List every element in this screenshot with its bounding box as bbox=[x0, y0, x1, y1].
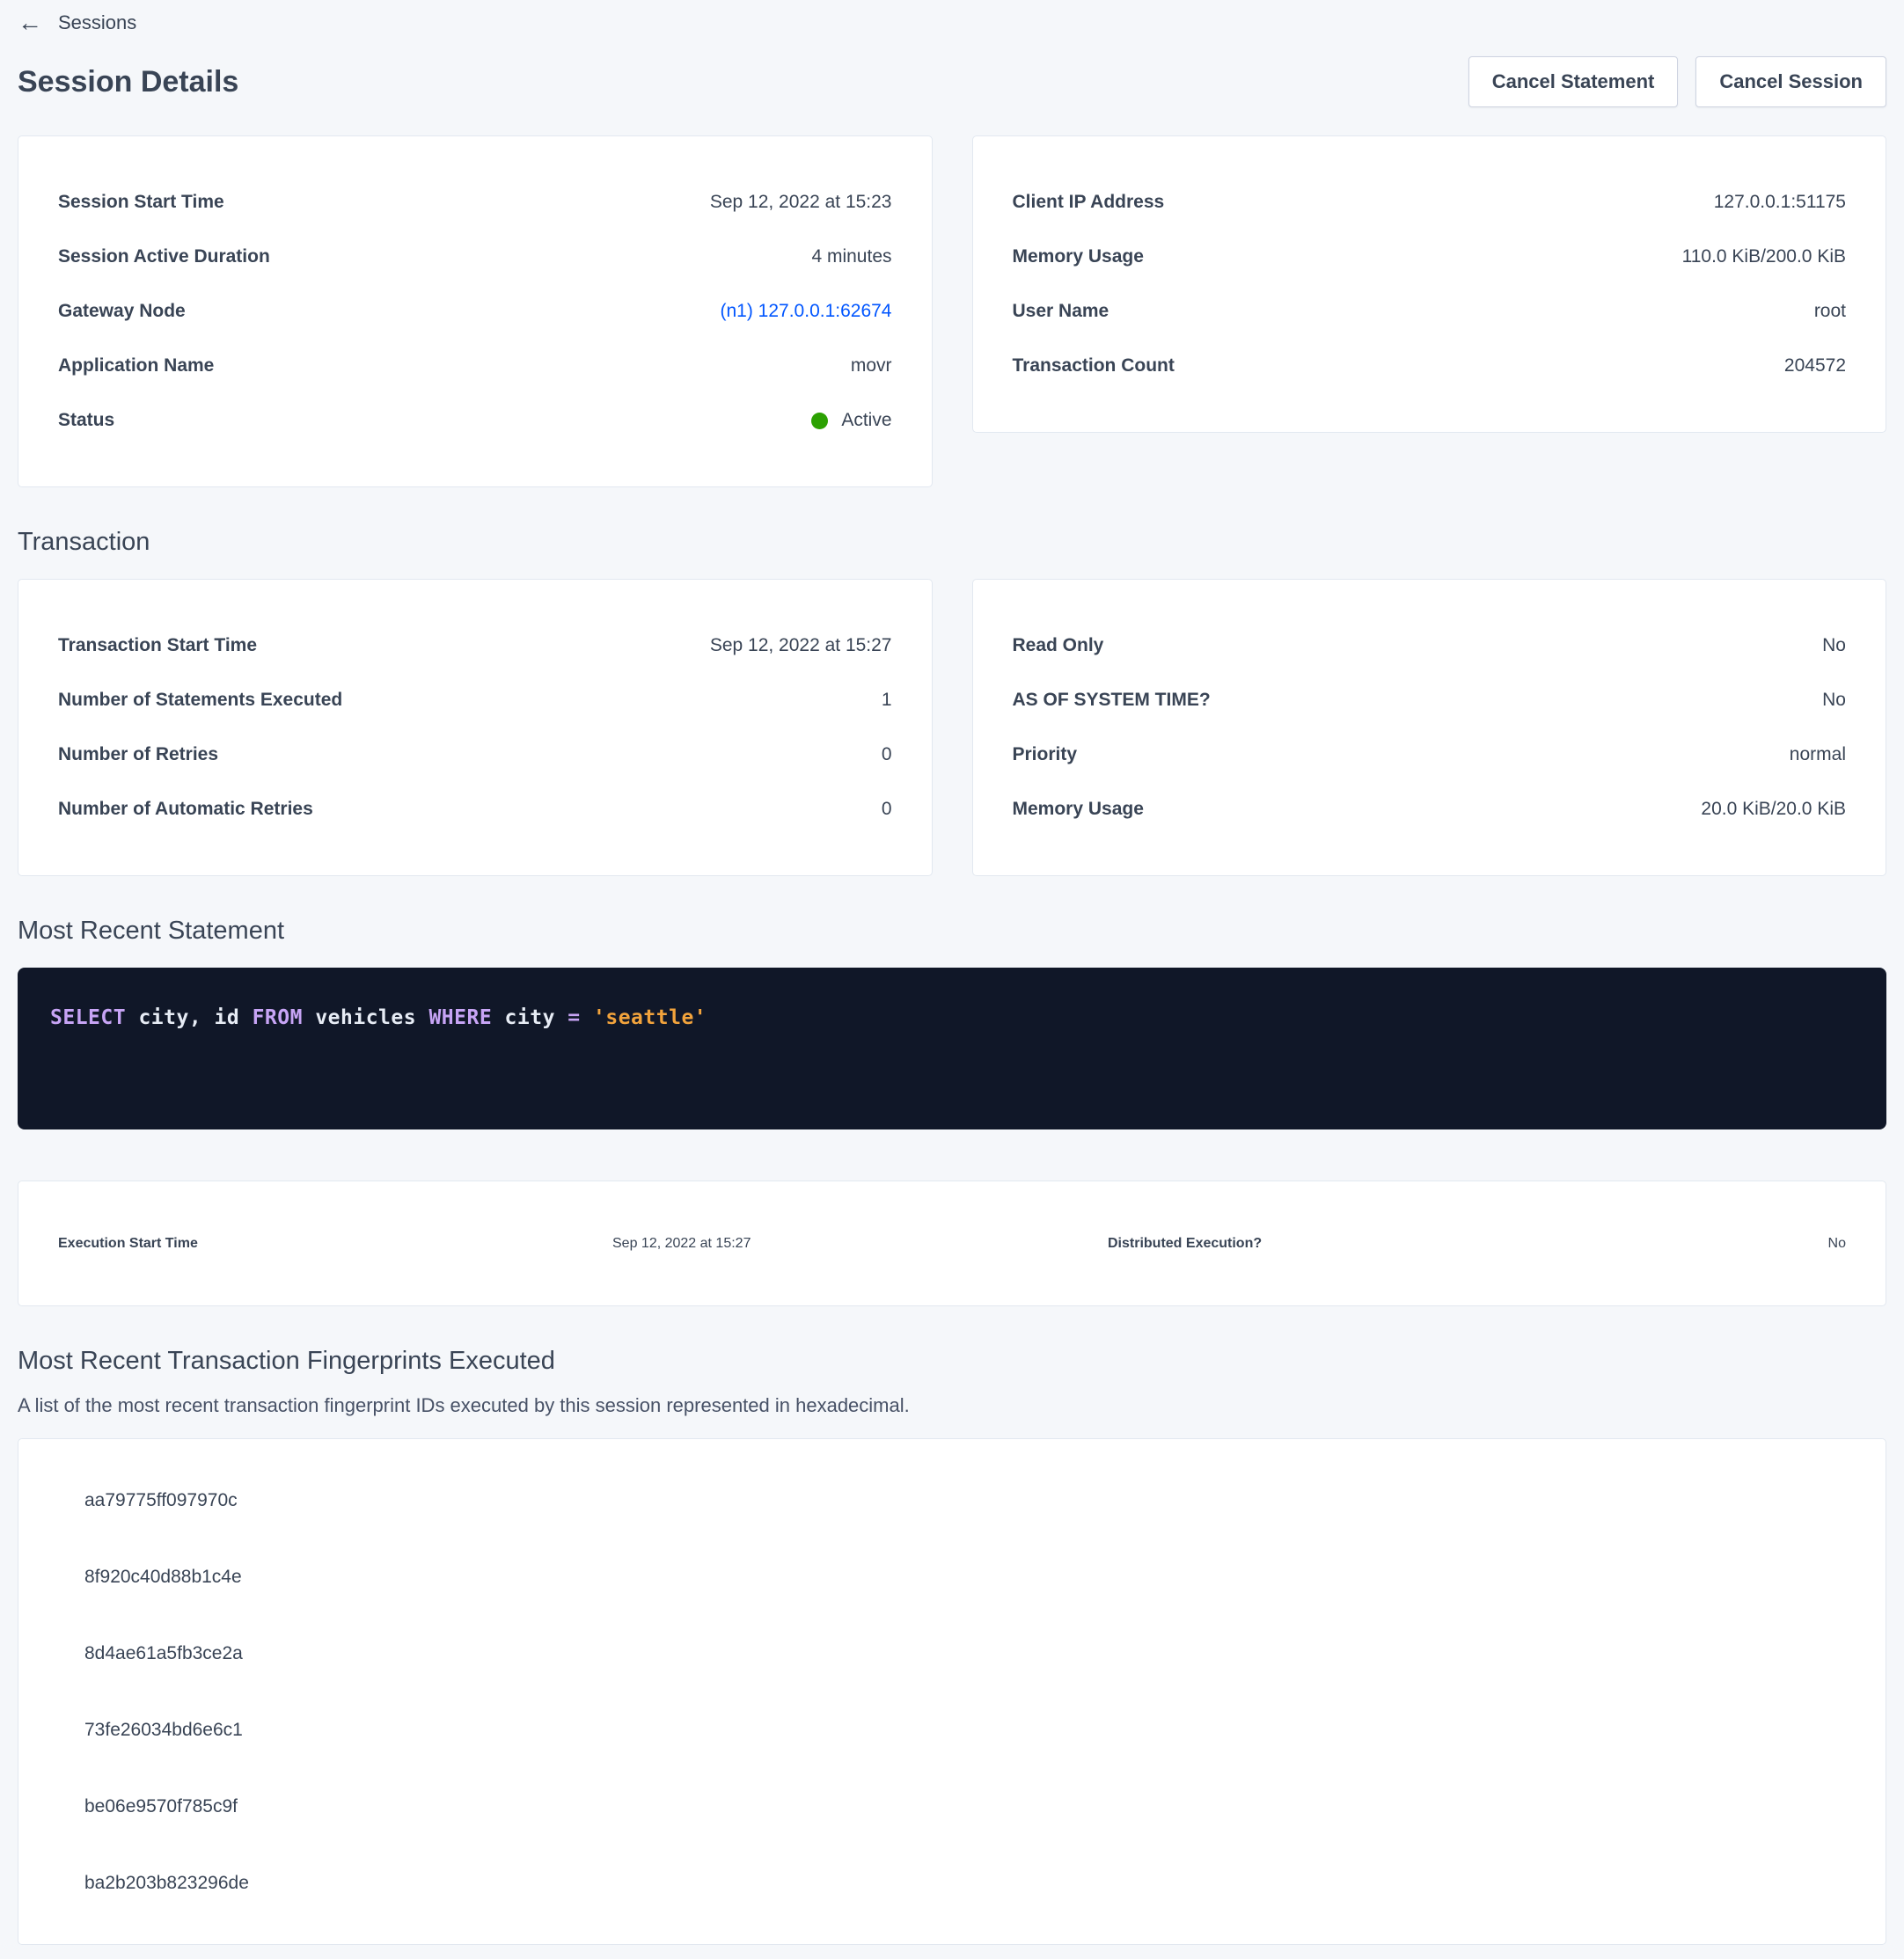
statement-section-heading: Most Recent Statement bbox=[18, 917, 285, 945]
row-value: No bbox=[1822, 690, 1846, 710]
row-label: Number of Retries bbox=[58, 744, 219, 764]
execution-details-card bbox=[18, 1181, 1886, 1306]
header-actions bbox=[1468, 56, 1886, 107]
row-label: Transaction Count bbox=[1012, 355, 1175, 376]
table-row bbox=[58, 618, 892, 673]
row-value: No bbox=[1822, 635, 1846, 655]
row-value: 110.0 KiB/200.0 KiB bbox=[1681, 246, 1846, 267]
list-item: 73fe26034bd6e6c1 bbox=[84, 1719, 243, 1740]
table-row bbox=[1013, 284, 1847, 339]
row-label: Number of Automatic Retries bbox=[58, 799, 313, 819]
row-value: 127.0.0.1:51175 bbox=[1713, 192, 1846, 212]
table-row bbox=[1013, 727, 1847, 782]
transaction-details-card bbox=[18, 579, 933, 876]
row-value: 204572 bbox=[1783, 355, 1846, 376]
list-item: ba2b203b823296de bbox=[84, 1872, 249, 1893]
row-label: Status bbox=[58, 410, 115, 430]
back-to-sessions-link[interactable] bbox=[18, 11, 136, 35]
table-row bbox=[58, 393, 892, 448]
status-active-dot-icon bbox=[811, 413, 828, 429]
list-item: 8d4ae61a5fb3ce2a bbox=[84, 1642, 243, 1663]
cancel-statement-button[interactable]: Cancel Statement bbox=[1468, 56, 1679, 107]
list-item: 8f920c40d88b1c4e bbox=[84, 1566, 242, 1587]
sql-string-literal: 'seattle' bbox=[593, 1006, 707, 1029]
sql-code-block bbox=[18, 968, 1886, 1129]
row-value: Sep 12, 2022 at 15:27 bbox=[709, 635, 892, 655]
client-summary-card bbox=[972, 135, 1887, 433]
row-label: Memory Usage bbox=[1012, 246, 1144, 267]
row-label: Priority bbox=[1012, 744, 1078, 764]
page-header bbox=[18, 56, 1886, 107]
transaction-section-heading: Transaction bbox=[18, 528, 150, 556]
row-value: 0 bbox=[881, 744, 892, 764]
fingerprints-card bbox=[18, 1438, 1886, 1945]
row-value: movr bbox=[850, 355, 892, 376]
row-value: No bbox=[1827, 1235, 1846, 1251]
table-row bbox=[58, 782, 892, 837]
row-label: Session Active Duration bbox=[58, 246, 270, 267]
row-label: User Name bbox=[1012, 301, 1109, 321]
top-navigation bbox=[0, 0, 1904, 35]
sql-identifier: city, id bbox=[126, 1006, 253, 1029]
sql-identifier: vehicles bbox=[302, 1006, 429, 1029]
row-value: normal bbox=[1789, 744, 1846, 764]
table-row bbox=[1013, 618, 1847, 673]
row-value: 0 bbox=[881, 799, 892, 819]
row-label: Number of Statements Executed bbox=[58, 690, 343, 710]
sql-whitespace bbox=[581, 1006, 593, 1029]
cancel-session-button[interactable]: Cancel Session bbox=[1695, 56, 1886, 107]
row-value: 4 minutes bbox=[811, 246, 892, 267]
sql-keyword: SELECT bbox=[50, 1006, 127, 1029]
table-row bbox=[58, 673, 892, 727]
row-label: Session Start Time bbox=[58, 192, 224, 212]
list-item: be06e9570f785c9f bbox=[84, 1795, 238, 1816]
left-arrow-icon: ← bbox=[18, 9, 42, 36]
session-summary-card bbox=[18, 135, 933, 487]
table-row bbox=[58, 175, 892, 230]
row-label: Read Only bbox=[1012, 635, 1104, 655]
row-label: Application Name bbox=[58, 355, 215, 376]
row-value: 20.0 KiB/20.0 KiB bbox=[1701, 799, 1846, 819]
row-value: root bbox=[1813, 301, 1846, 321]
status-badge bbox=[811, 410, 891, 431]
row-label: AS OF SYSTEM TIME? bbox=[1012, 690, 1211, 710]
fingerprints-section-heading: Most Recent Transaction Fingerprints Executed bbox=[18, 1347, 555, 1375]
gateway-node-link[interactable]: (n1) 127.0.0.1:62674 bbox=[720, 301, 892, 321]
row-label: Client IP Address bbox=[1012, 192, 1165, 212]
table-row bbox=[1013, 782, 1847, 837]
row-label: Execution Start Time bbox=[58, 1235, 198, 1251]
table-row bbox=[58, 284, 892, 339]
transaction-grid bbox=[18, 579, 1886, 876]
row-value: Sep 12, 2022 at 15:23 bbox=[709, 192, 892, 212]
sql-identifier: city bbox=[492, 1006, 568, 1029]
sql-operator: = bbox=[568, 1006, 581, 1029]
table-row bbox=[58, 339, 892, 393]
row-label: Gateway Node bbox=[58, 301, 186, 321]
back-link-label: Sessions bbox=[58, 11, 137, 33]
sql-keyword: WHERE bbox=[428, 1006, 493, 1029]
sql-statement bbox=[50, 1006, 1854, 1029]
table-row bbox=[58, 727, 892, 782]
page-title: Session Details bbox=[18, 64, 239, 99]
row-label: Memory Usage bbox=[1012, 799, 1144, 819]
status-text: Active bbox=[841, 410, 892, 430]
table-row bbox=[58, 230, 892, 284]
table-row bbox=[1013, 230, 1847, 284]
table-row bbox=[1013, 339, 1847, 393]
session-summary-grid bbox=[18, 135, 1886, 487]
table-row bbox=[1013, 175, 1847, 230]
sql-keyword: FROM bbox=[252, 1006, 303, 1029]
row-label: Distributed Execution? bbox=[1108, 1235, 1263, 1251]
row-label: Transaction Start Time bbox=[58, 635, 258, 655]
fingerprints-section-description: A list of the most recent transaction fingerprint IDs executed by this session represented in hexadecimal. bbox=[18, 1394, 910, 1416]
list-item: aa79775ff097970c bbox=[84, 1489, 238, 1510]
row-value: 1 bbox=[881, 690, 892, 710]
row-value: Sep 12, 2022 at 15:27 bbox=[612, 1235, 751, 1251]
transaction-properties-card bbox=[972, 579, 1887, 876]
table-row bbox=[1013, 673, 1847, 727]
